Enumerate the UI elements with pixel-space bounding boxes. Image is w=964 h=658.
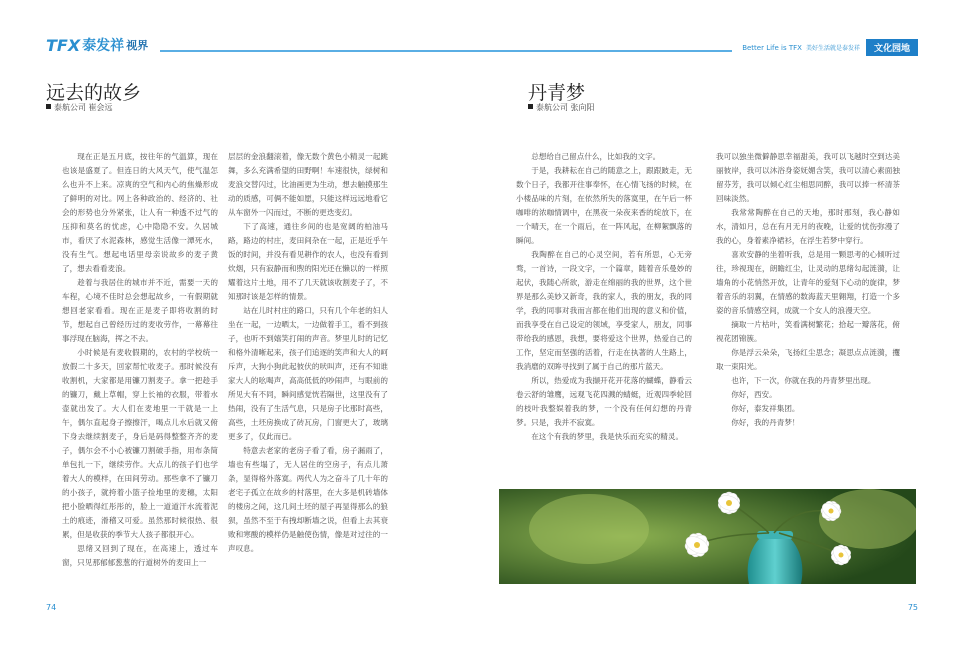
logo-tfx: TFX — [46, 35, 81, 55]
paragraph: 思绪又回到了现在，在高速上，透过车窗，只见那郁郁葱葱的行道树外的麦田上一 — [62, 544, 218, 567]
paragraph: 于是，我耕耘在自己的随意之上，跟跟跛走，无数个日子，我都开往事奉怀，在心情飞扬的时候，在小楼品味的片刻，在依然所失的落寞里，在午后一杯咖啡的浓咖情调中，在黑夜一朵夜来香的绽放下，在一个晴天，在一个雨后，在一阵风起，在柳絮飘落的瞬间。 — [516, 166, 692, 245]
paragraph: 站在儿时村庄的路口，只有几个年老的妇人坐在一起，一边晒太，一边做着手工，看不到孩子，也听不到嬉笑打闹的声音。梦里儿时的记忆和格外清晰起来，孩子们追逐的笑声和大人的呵斥声，大狗小狗此起彼伏的吠叫声，还有不知谁家大人的吆喝声，高高低低的吵闹声，与眼前的所见大有不同，瞬间感觉恍若隔世，这里没有了热闹，没有了生活气息，只是房子比那时高些，高些，土坯房换成了砖瓦房，门窗更大了，玻璃更多了，仅此而已。 — [228, 306, 388, 441]
paragraph: 小时候是有麦收假期的，农村的学校统一放假二十多天，回家帮忙收麦子。那时候没有收割机，大家都是用镰刀割麦子。拿一把趁手的镰刀，戴上草帽，穿上长袖的衣服，带着水壶就出发了。大人们在麦地里一干就是一上午，偶尔直起身子擦擦汗，喝点儿水后就又俯下身去继续割麦子，身后是码得整整齐齐的麦子，偶尔会不小心被镰刀割破手指，用布条简单包扎一下，继续劳作。大点儿的孩子们也学着大人的模样，在田间劳动。那些拿不了镰刀的小孩子，就挎着小篮子捡地里的麦穗，太阳把小脸晒得红彤彤的，脸上一道道汗水流着泥土的痕迹，滑稽又可爱。虽然那时候很热、很累，但是收获的季节大人孩子都很开心。 — [62, 348, 218, 539]
header-slogan — [742, 39, 918, 56]
paragraph: 我常常陶醉在自己的天地，那时那刻，我心静如水，清如月，总在有月无月的夜晚，让爱的忧伤弥漫了我的心，身着素净裙衫，在浮生若梦中穿行。 — [716, 208, 900, 245]
paragraph: 在这个有我的梦里，我是快乐而充实的精灵。 — [531, 432, 684, 441]
text-column-2 — [716, 150, 900, 480]
slogan-cn: 美好生活就是泰发祥 — [805, 45, 860, 52]
flower-vase-photo — [499, 489, 916, 584]
header-rule — [482, 50, 732, 52]
paragraph: 我可以独坐微僻静思幸福甜美，我可以飞越时空到达美丽彼岸，我可以沐浴身姿妩媚含笑，我可以清心素面独留芬芳，我可以倾心红尘相思同醉，我可以捧一杯清茶回味淡然。 — [716, 152, 900, 203]
paragraph: 层层的金浪翻滚着，像无数个黄色小精灵一起跳舞，多么充满希望的田野啊！车速很快，绿树和麦浪交替闪过，比油画更为生动，想去触摸那生动的质感，可俩不能如愿，只能这样远远地看它从车窗外一闪而过，不断的更迭变幻。 — [228, 152, 388, 217]
logo-sub: 视界 — [126, 39, 149, 52]
article-title: 远去的故乡 — [46, 82, 142, 104]
paragraph: 下了高速，通往乡间的也是宽阔的柏油马路，路边的村庄，麦田间杂在一起，正是近乎午饭的时间，并没有看见耕作的农人，也没有看到炊烟，只有寂静而和煦的阳光还在懒以的一样照耀着这片土地，用不了几天就该收割麦子了，不知那时该是怎样的情景。 — [228, 222, 388, 301]
text-column-1 — [62, 150, 218, 590]
article-title: 丹青梦 — [528, 82, 586, 104]
magazine-logo — [46, 36, 148, 54]
text-column-1 — [516, 150, 692, 480]
byline-text: 泰航公司 崔会远 — [54, 103, 113, 112]
paragraph: 总想给自己留点什么，比如我的文字。 — [531, 152, 661, 161]
paragraph: 摘取一片枯叶，笑看满树繁花；拾起一瓣落花，俯视花团锦簇。 — [716, 320, 900, 343]
slogan-en: Better Life is TFX — [742, 43, 802, 52]
paragraph: 你好，我的丹青梦！ — [731, 418, 800, 427]
bullet-square-icon — [46, 104, 51, 109]
page-number: 74 — [46, 603, 57, 612]
article-byline — [46, 102, 113, 113]
paragraph: 你好，泰发祥集团。 — [731, 404, 800, 413]
paragraph: 特意去老家的老房子看了看，房子漏雨了，墙也有些塌了，无人居住的空房子，有点儿萧条，显得格外落寞。两代人为之奋斗了几十年的老宅子孤立在故乡的村落里，在大多是机砖墙体的楼房之间，这几间土坯的屋子再显得那么的狼狈，虽然不至于有拽却断墙之说，但看上去其衰败和寒酸的模样仍是触使伤情，像是对过往的一声叹息。 — [228, 446, 388, 553]
article-byline — [528, 102, 595, 113]
paragraph: 喜欢安静的坐着听我，总是用一颗思考的心倾听过往，珍视现在，朗瞻红尘，让灵动的思绪勾起涟漪，让墙角的小花悄然开放，让青年的爱刻下心动的旋律，梦着音乐的羽翼，在情感的数海蓝天里翱翔，打造一个多姿的音乐情感空间，成就一个女人的浪漫天空。 — [716, 250, 900, 315]
paragraph: 也许，下一次，你就在我的丹青梦里出现。 — [731, 376, 876, 385]
page-number: 75 — [907, 603, 918, 612]
bullet-square-icon — [528, 104, 533, 109]
paragraph: 现在正是五月底，按往年的气温算，现在也该是盛夏了。但连日的大风天气，使气温怎么也升不上来。凉爽的空气和内心的焦燥形成了鲜明的对比。网上各种政治的、经济的、社会的形势也分外紧张，让人有一种透不过气的压抑和莫名的忧虑，心中隐隐不安。久居城市，看厌了水泥森林，感觉生活像一潭死水，没有生气。想起电话里母亲说故乡的麦子黄了，想去看看麦浪。 — [62, 152, 218, 273]
paragraph: 趁着与我居住的城市并不近，需要一天的车程，心境不佳时总会想起故乡，一有假期就想回老家看看。现在正是麦子即将收割的时节，想起自己曾经历过的麦收劳作，一幕幕往事浮现在脑海，挥之不去。 — [62, 278, 218, 343]
paragraph: 你是浮云朵朵，飞扬红尘思念；凝思点点涟漪，攫取一束阳光。 — [716, 348, 900, 371]
paragraph: 所以，热爱成为我撷开花开花落的蝴蝶，静看云卷云舒的雏鹰，远观飞花四溅的蜻蜓，近观四季轮回的枝叶我整娱着我的梦，一个没有任何幻想的丹青梦。只是，我并不寂寞。 — [516, 376, 692, 427]
header-rule — [160, 50, 482, 52]
text-column-2 — [228, 150, 388, 590]
paragraph: 我陶醉在自己的心灵空间，若有所思，心无旁骛，一首诗，一段文字，一个篇章，随着音乐曼妙的起伏，我随心所欲，游走在绵丽的我的世界，这个世界是那么美妙又新奇，我的家人，我的朋友，我的同学，我的同事对我而言都在他们出现的意义和价值，而我享受在自己设定的领域，享受家人，朋友，同事带给我的感恩，我想，要将爱这个世界，热爱自己的工作，坚定而坚强的活着，行走在执著的人生路上，我消磨的双眸寻找到了属于自己的那片蓝天。 — [516, 250, 692, 371]
section-tag: 文化园地 — [866, 39, 918, 56]
flower-vase-image — [499, 489, 916, 584]
byline-text: 泰航公司 张向阳 — [536, 103, 595, 112]
logo-cn: 泰发祥 — [82, 38, 125, 54]
paragraph: 你好，西安。 — [731, 390, 777, 399]
